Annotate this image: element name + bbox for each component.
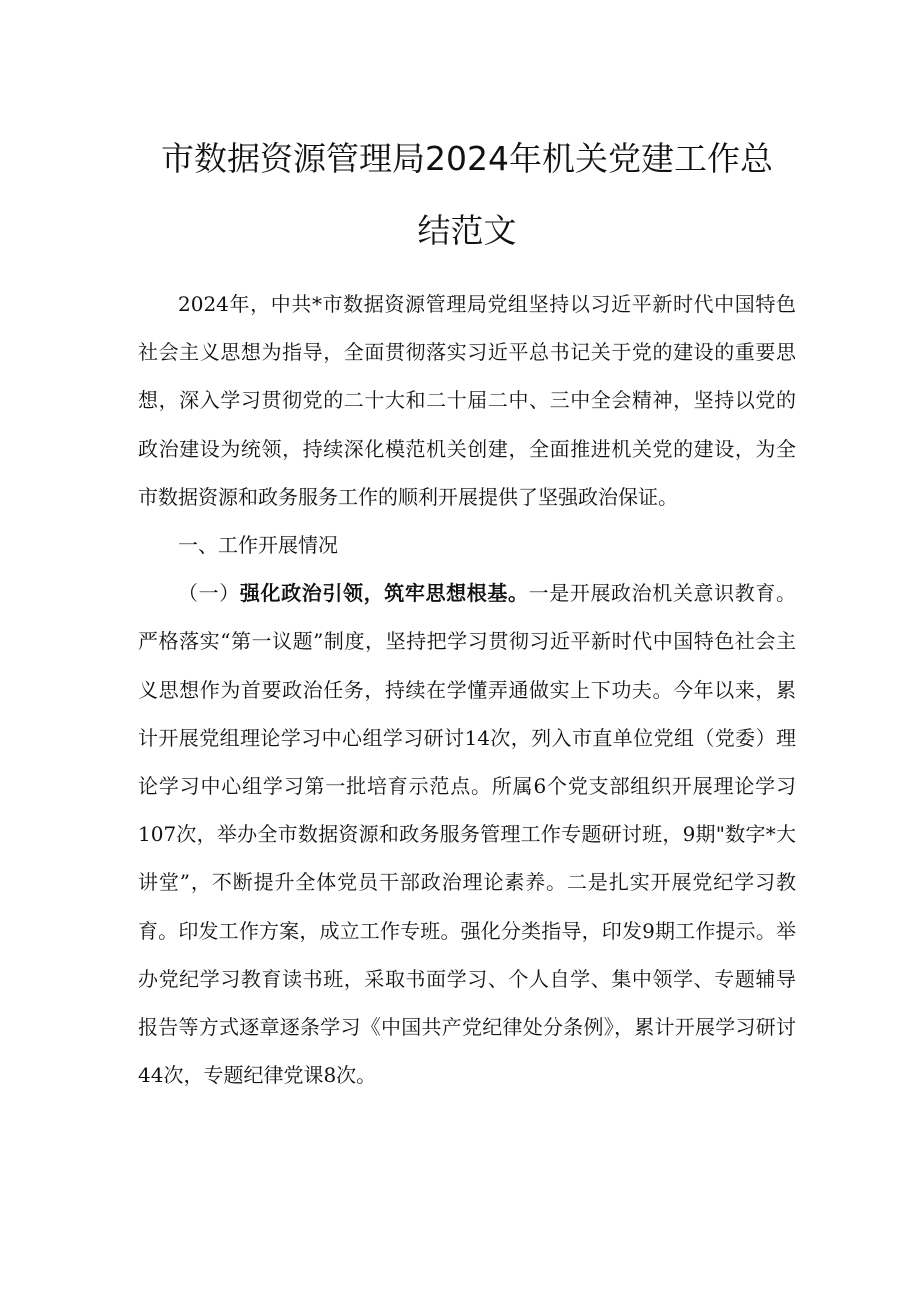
intro-paragraph: 2024年，中共*市数据资源管理局党组坚持以习近平新时代中国特色社会主义思想为指导，全面贯彻落实习近平总书记关于党的建设的重要思想，深入学习贯彻党的二十大和二十届二中、三中全会精神，坚持以党的政治建设为统领，持续深化模范机关创建，全面推进机关党的建设，为全市数据资源和政务服务工作的顺利开展提供了坚强政治保证。	[138, 292, 796, 509]
document-title-line-1: 市数据资源管理局2024年机关党建工作总	[161, 139, 773, 178]
subsection-body: 一是开展政治机关意识教育。严格落实“第一议题”制度，坚持把学习贯彻习近平新时代中国特色社会主义思想作为首要政治任务，持续在学懂弄通做实上下功夫。今年以来，累计开展党组理论学习中心组学习研讨14次，列入市直单位党组（党委）理论学习中心组学习第一批培育示范点。所属6个党支部组织开展理论学习107次，举办全市数据资源和政务服务管理工作专题研讨班，9期"数字*大讲堂”，不断提升全体党员干部政治理论素养。二是扎实开展党纪学习教育。印发工作方案，成立工作专班。强化分类指导，印发9期工作提示。举办党纪学习教育读书班，采取书面学习、个人自学、集中领学、专题辅导报告等方式逐章逐条学习《中国共产党纪律处分条例》，累计开展学习研讨44次，专题纪律党课8次。	[138, 581, 797, 1088]
document-title-line-2: 结范文	[417, 211, 517, 250]
subsection-paragraph	[138, 569, 796, 1099]
subsection-title: 强化政治引领，筑牢思想根基。	[239, 581, 529, 606]
subsection-label: （一）	[178, 581, 240, 606]
document-body	[138, 280, 796, 1099]
section-heading: 一、工作开展情况	[178, 533, 338, 558]
